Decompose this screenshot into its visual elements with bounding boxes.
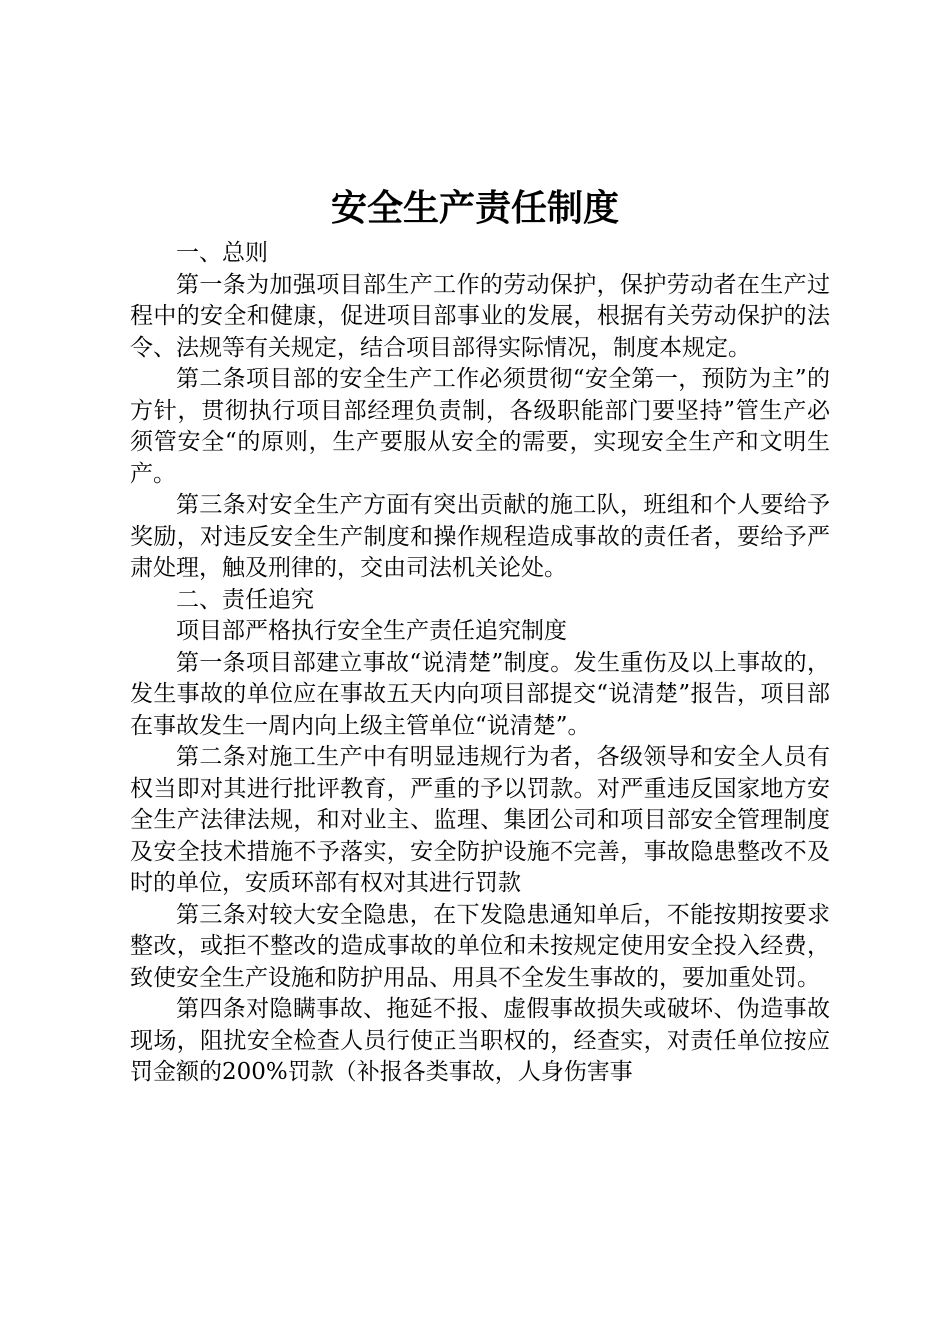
document-body bbox=[130, 238, 830, 1089]
paragraph-accountability-intro: 项目部严格执行安全生产责任追究制度 bbox=[176, 618, 567, 644]
paragraph-accountability-article-2: 第二条对施工生产中有明显违规行为者，各级领导和安全人员有权当即对其进行批评教育，严重的予以罚款。对严重违反国家地方安全生产法律法规，和对业主、监理、集团公司和项目部安全管理制度及安全技术措施不予落实，安全防护设施不完善，事故隐患整改不及时的单位，安质环部有权对其进行罚款 bbox=[130, 744, 830, 896]
paragraph-article-3: 第三条对安全生产方面有突出贡献的施工队，班组和个人要给予奖励，对违反安全生产制度和操作规程造成事故的责任者，要给予严肃处理，触及刑律的，交由司法机关论处。 bbox=[130, 492, 830, 581]
paragraph-article-2: 第二条项目部的安全生产工作必须贯彻“安全第一，预防为主”的方针，贯彻执行项目部经理负责制，各级职能部门要坚持”管生产必须管安全“的原则，生产要服从安全的需要，实现安全生产和文明生产。 bbox=[130, 366, 830, 487]
section-heading-general: 一、总则 bbox=[176, 240, 268, 266]
paragraph-accountability-article-1: 第一条项目部建立事故“说清楚”制度。发生重伤及以上事故的，发生事故的单位应在事故五天内向项目部提交“说清楚”报告，项目部在事故发生一周内向上级主管单位“说清楚”。 bbox=[130, 649, 830, 739]
paragraph-accountability-article-4: 第四条对隐瞒事故、拖延不报、虚假事故损失或破坏、伪造事故现场，阻扰安全检查人员行使正当职权的，经查实，对责任单位按应罚金额的200%罚款（补报各类事故，人身伤害事 bbox=[130, 996, 830, 1085]
document-title: 安全生产责任制度 bbox=[330, 187, 619, 229]
section-heading-accountability: 二、责任追究 bbox=[176, 586, 314, 613]
paragraph-accountability-article-3: 第三条对较大安全隐患，在下发隐患通知单后，不能按期按要求整改，或拒不整改的造成事故的单位和未按规定使用安全投入经费，致使安全生产设施和防护用品、用具不全发生事故的，要加重处罚。 bbox=[130, 901, 830, 991]
paragraph-article-1: 第一条为加强项目部生产工作的劳动保护，保护劳动者在生产过程中的安全和健康，促进项目部事业的发展，根据有关劳动保护的法令、法规等有关规定，结合项目部得实际情况，制度本规定。 bbox=[130, 271, 830, 361]
